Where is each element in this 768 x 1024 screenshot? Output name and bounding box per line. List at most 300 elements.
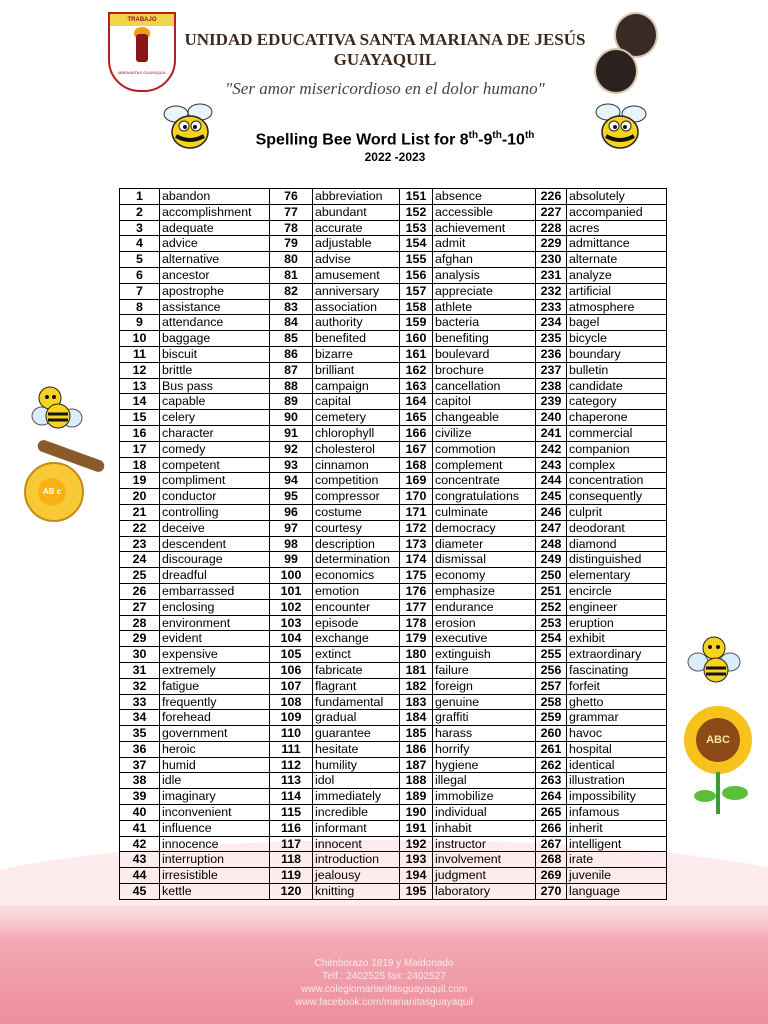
word-cell: comedy (160, 441, 270, 457)
word-number-cell: 226 (536, 189, 567, 205)
word-number-cell: 77 (270, 204, 313, 220)
word-cell: cholesterol (313, 441, 400, 457)
bee-icon (156, 100, 226, 156)
word-cell: absence (433, 189, 536, 205)
school-name-line1: UNIDAD EDUCATIVA SANTA MARIANA DE JESÚS (184, 30, 586, 49)
word-cell: atmosphere (567, 299, 667, 315)
word-number-cell: 240 (536, 410, 567, 426)
word-number-cell: 105 (270, 647, 313, 663)
word-cell: benefiting (433, 331, 536, 347)
word-number-cell: 233 (536, 299, 567, 315)
word-number-cell: 169 (400, 473, 433, 489)
word-number-cell: 179 (400, 631, 433, 647)
word-cell: bagel (567, 315, 667, 331)
word-number-cell: 33 (120, 694, 160, 710)
word-number-cell: 82 (270, 283, 313, 299)
word-number-cell: 84 (270, 315, 313, 331)
word-number-cell: 246 (536, 504, 567, 520)
word-number-cell: 177 (400, 599, 433, 615)
word-cell: immobilize (433, 789, 536, 805)
word-number-cell: 22 (120, 520, 160, 536)
seal-top-text: TRABAJO (110, 14, 174, 26)
word-cell: laboratory (433, 884, 536, 900)
word-cell: amusement (313, 267, 400, 283)
table-row (120, 520, 667, 536)
table-row (120, 552, 667, 568)
table-row (120, 599, 667, 615)
word-number-cell: 237 (536, 362, 567, 378)
word-cell: association (313, 299, 400, 315)
word-number-cell: 26 (120, 583, 160, 599)
word-cell: irate (567, 852, 667, 868)
table-row (120, 204, 667, 220)
word-cell: cemetery (313, 410, 400, 426)
word-cell: embarrassed (160, 583, 270, 599)
word-cell: biscuit (160, 346, 270, 362)
word-number-cell: 91 (270, 425, 313, 441)
word-cell: chlorophyll (313, 425, 400, 441)
word-number-cell: 153 (400, 220, 433, 236)
word-cell: economics (313, 568, 400, 584)
word-number-cell: 167 (400, 441, 433, 457)
word-cell: congratulations (433, 489, 536, 505)
word-cell: afghan (433, 252, 536, 268)
word-cell: attendance (160, 315, 270, 331)
word-number-cell: 164 (400, 394, 433, 410)
word-cell: capital (313, 394, 400, 410)
word-number-cell: 27 (120, 599, 160, 615)
word-cell: authority (313, 315, 400, 331)
word-number-cell: 30 (120, 647, 160, 663)
word-number-cell: 262 (536, 757, 567, 773)
word-number-cell: 112 (270, 757, 313, 773)
word-cell: acres (567, 220, 667, 236)
word-cell: idol (313, 773, 400, 789)
bee-icon (28, 378, 84, 434)
table-row (120, 710, 667, 726)
word-cell: fabricate (313, 662, 400, 678)
word-cell: celery (160, 410, 270, 426)
word-cell: compressor (313, 489, 400, 505)
word-cell: athlete (433, 299, 536, 315)
word-number-cell: 14 (120, 394, 160, 410)
table-row (120, 299, 667, 315)
word-cell: distinguished (567, 552, 667, 568)
table-row (120, 647, 667, 663)
word-cell: grammar (567, 710, 667, 726)
word-number-cell: 260 (536, 726, 567, 742)
word-cell: fundamental (313, 694, 400, 710)
word-cell: admittance (567, 236, 667, 252)
word-number-cell: 115 (270, 805, 313, 821)
word-cell: frequently (160, 694, 270, 710)
word-number-cell: 159 (400, 315, 433, 331)
document-title: Spelling Bee Word List for 8th-9th-10th (255, 130, 535, 149)
word-number-cell: 96 (270, 504, 313, 520)
word-number-cell: 231 (536, 267, 567, 283)
table-row (120, 805, 667, 821)
word-cell: hesitate (313, 741, 400, 757)
word-number-cell: 248 (536, 536, 567, 552)
word-cell: apostrophe (160, 283, 270, 299)
word-cell: gradual (313, 710, 400, 726)
table-row (120, 457, 667, 473)
table-row (120, 252, 667, 268)
table-row (120, 726, 667, 742)
word-cell: boulevard (433, 346, 536, 362)
word-number-cell: 13 (120, 378, 160, 394)
word-number-cell: 268 (536, 852, 567, 868)
word-cell: economy (433, 568, 536, 584)
word-cell: artificial (567, 283, 667, 299)
word-number-cell: 81 (270, 267, 313, 283)
word-cell: concentrate (433, 473, 536, 489)
table-row (120, 789, 667, 805)
word-cell: irresistible (160, 868, 270, 884)
word-number-cell: 239 (536, 394, 567, 410)
word-number-cell: 261 (536, 741, 567, 757)
word-number-cell: 15 (120, 410, 160, 426)
word-cell: chaperone (567, 410, 667, 426)
school-name-line2: GUAYAQUIL (333, 50, 437, 69)
footer-phone: Telf.: 2402525 fax: 2402527 (322, 971, 446, 982)
word-number-cell: 249 (536, 552, 567, 568)
word-cell: extraordinary (567, 647, 667, 663)
word-number-cell: 20 (120, 489, 160, 505)
word-cell: identical (567, 757, 667, 773)
word-cell: descendent (160, 536, 270, 552)
word-cell: foreign (433, 678, 536, 694)
word-number-cell: 242 (536, 441, 567, 457)
word-cell: inherit (567, 820, 667, 836)
word-cell: episode (313, 615, 400, 631)
word-number-cell: 103 (270, 615, 313, 631)
word-cell: ghetto (567, 694, 667, 710)
word-cell: incredible (313, 805, 400, 821)
word-cell: character (160, 425, 270, 441)
word-cell: hospital (567, 741, 667, 757)
word-number-cell: 181 (400, 662, 433, 678)
word-cell: innocent (313, 836, 400, 852)
word-number-cell: 182 (400, 678, 433, 694)
word-cell: cinnamon (313, 457, 400, 473)
word-cell: encounter (313, 599, 400, 615)
word-cell: cancellation (433, 378, 536, 394)
word-cell: jealousy (313, 868, 400, 884)
word-cell: concentration (567, 473, 667, 489)
word-number-cell: 165 (400, 410, 433, 426)
word-number-cell: 185 (400, 726, 433, 742)
word-cell: advise (313, 252, 400, 268)
word-cell: evident (160, 631, 270, 647)
word-number-cell: 256 (536, 662, 567, 678)
word-cell: discourage (160, 552, 270, 568)
word-number-cell: 152 (400, 204, 433, 220)
sunflower-image (680, 706, 756, 816)
word-cell: diameter (433, 536, 536, 552)
word-cell: costume (313, 504, 400, 520)
word-number-cell: 39 (120, 789, 160, 805)
word-cell: intelligent (567, 836, 667, 852)
word-cell: interruption (160, 852, 270, 868)
word-cell: emphasize (433, 583, 536, 599)
word-number-cell: 98 (270, 536, 313, 552)
table-row (120, 757, 667, 773)
word-cell: brilliant (313, 362, 400, 378)
word-number-cell: 43 (120, 852, 160, 868)
word-number-cell: 238 (536, 378, 567, 394)
word-cell: failure (433, 662, 536, 678)
word-cell: controlling (160, 504, 270, 520)
word-number-cell: 38 (120, 773, 160, 789)
word-cell: hygiene (433, 757, 536, 773)
word-number-cell: 245 (536, 489, 567, 505)
word-cell: involvement (433, 852, 536, 868)
word-number-cell: 42 (120, 836, 160, 852)
word-number-cell: 17 (120, 441, 160, 457)
seal-bottom-text: MARIANITAS GUAYAQUIL (117, 70, 166, 75)
word-number-cell: 266 (536, 820, 567, 836)
word-number-cell: 97 (270, 520, 313, 536)
word-cell: government (160, 726, 270, 742)
word-cell: accurate (313, 220, 400, 236)
word-cell: innocence (160, 836, 270, 852)
word-number-cell: 114 (270, 789, 313, 805)
word-cell: idle (160, 773, 270, 789)
word-cell: bacteria (433, 315, 536, 331)
table-row (120, 425, 667, 441)
word-number-cell: 264 (536, 789, 567, 805)
word-number-cell: 190 (400, 805, 433, 821)
word-cell: assistance (160, 299, 270, 315)
word-cell: immediately (313, 789, 400, 805)
word-number-cell: 106 (270, 662, 313, 678)
word-cell: brittle (160, 362, 270, 378)
word-cell: adequate (160, 220, 270, 236)
word-cell: eruption (567, 615, 667, 631)
word-cell: extinguish (433, 647, 536, 663)
word-number-cell: 183 (400, 694, 433, 710)
word-number-cell: 24 (120, 552, 160, 568)
word-cell: brochure (433, 362, 536, 378)
word-number-cell: 92 (270, 441, 313, 457)
word-cell: anniversary (313, 283, 400, 299)
word-number-cell: 85 (270, 331, 313, 347)
table-row (120, 773, 667, 789)
word-cell: alternate (567, 252, 667, 268)
word-number-cell: 172 (400, 520, 433, 536)
word-cell: description (313, 536, 400, 552)
footer-facebook: www.facebook.com/marianitasguayaquil (295, 997, 473, 1008)
word-cell: enclosing (160, 599, 270, 615)
word-number-cell: 191 (400, 820, 433, 836)
honey-pot-label: AB c (38, 478, 66, 506)
word-number-cell: 34 (120, 710, 160, 726)
word-number-cell: 175 (400, 568, 433, 584)
word-list-table (119, 188, 667, 900)
table-row (120, 189, 667, 205)
word-cell: knitting (313, 884, 400, 900)
word-number-cell: 8 (120, 299, 160, 315)
word-number-cell: 259 (536, 710, 567, 726)
word-number-cell: 157 (400, 283, 433, 299)
word-number-cell: 178 (400, 615, 433, 631)
word-number-cell: 35 (120, 726, 160, 742)
word-number-cell: 104 (270, 631, 313, 647)
word-cell: forfeit (567, 678, 667, 694)
word-cell: influence (160, 820, 270, 836)
word-number-cell: 116 (270, 820, 313, 836)
word-cell: flagrant (313, 678, 400, 694)
word-cell: benefited (313, 331, 400, 347)
word-number-cell: 16 (120, 425, 160, 441)
word-cell: encircle (567, 583, 667, 599)
word-number-cell: 102 (270, 599, 313, 615)
word-cell: bizarre (313, 346, 400, 362)
table-row (120, 884, 667, 900)
word-number-cell: 113 (270, 773, 313, 789)
table-row (120, 536, 667, 552)
word-cell: commercial (567, 425, 667, 441)
word-number-cell: 186 (400, 741, 433, 757)
word-cell: culprit (567, 504, 667, 520)
table-row (120, 220, 667, 236)
table-row (120, 441, 667, 457)
word-cell: humility (313, 757, 400, 773)
word-cell: advice (160, 236, 270, 252)
word-number-cell: 267 (536, 836, 567, 852)
word-cell: accomplishment (160, 204, 270, 220)
table-row (120, 868, 667, 884)
word-cell: judgment (433, 868, 536, 884)
word-cell: changeable (433, 410, 536, 426)
word-number-cell: 19 (120, 473, 160, 489)
word-cell: conductor (160, 489, 270, 505)
word-cell: determination (313, 552, 400, 568)
word-number-cell: 254 (536, 631, 567, 647)
word-number-cell: 234 (536, 315, 567, 331)
word-cell: extremely (160, 662, 270, 678)
word-number-cell: 187 (400, 757, 433, 773)
word-cell: culminate (433, 504, 536, 520)
word-cell: expensive (160, 647, 270, 663)
table-row (120, 852, 667, 868)
word-number-cell: 247 (536, 520, 567, 536)
word-number-cell: 108 (270, 694, 313, 710)
word-number-cell: 236 (536, 346, 567, 362)
word-cell: democracy (433, 520, 536, 536)
word-cell: infamous (567, 805, 667, 821)
word-number-cell: 4 (120, 236, 160, 252)
word-number-cell: 173 (400, 536, 433, 552)
word-number-cell: 193 (400, 852, 433, 868)
word-number-cell: 250 (536, 568, 567, 584)
word-number-cell: 76 (270, 189, 313, 205)
word-number-cell: 241 (536, 425, 567, 441)
word-cell: impossibility (567, 789, 667, 805)
table-row (120, 378, 667, 394)
table-row (120, 662, 667, 678)
table-row (120, 820, 667, 836)
table-row (120, 236, 667, 252)
word-number-cell: 23 (120, 536, 160, 552)
word-number-cell: 118 (270, 852, 313, 868)
word-number-cell: 176 (400, 583, 433, 599)
word-number-cell: 229 (536, 236, 567, 252)
word-number-cell: 79 (270, 236, 313, 252)
word-number-cell: 228 (536, 220, 567, 236)
word-number-cell: 110 (270, 726, 313, 742)
word-cell: accompanied (567, 204, 667, 220)
word-cell: endurance (433, 599, 536, 615)
word-number-cell: 80 (270, 252, 313, 268)
word-number-cell: 265 (536, 805, 567, 821)
table-row (120, 836, 667, 852)
word-number-cell: 253 (536, 615, 567, 631)
word-number-cell: 95 (270, 489, 313, 505)
word-number-cell: 94 (270, 473, 313, 489)
word-number-cell: 270 (536, 884, 567, 900)
word-cell: abundant (313, 204, 400, 220)
word-cell: executive (433, 631, 536, 647)
table-row (120, 568, 667, 584)
word-cell: humid (160, 757, 270, 773)
table-row (120, 394, 667, 410)
word-cell: alternative (160, 252, 270, 268)
footer-address: Chimborazo 1819 y Maldonado (314, 958, 454, 969)
word-cell: baggage (160, 331, 270, 347)
word-cell: complex (567, 457, 667, 473)
word-number-cell: 184 (400, 710, 433, 726)
word-cell: language (567, 884, 667, 900)
word-number-cell: 180 (400, 647, 433, 663)
word-number-cell: 89 (270, 394, 313, 410)
word-number-cell: 195 (400, 884, 433, 900)
word-number-cell: 162 (400, 362, 433, 378)
word-number-cell: 3 (120, 220, 160, 236)
word-number-cell: 37 (120, 757, 160, 773)
table-row (120, 315, 667, 331)
table-row (120, 473, 667, 489)
word-number-cell: 194 (400, 868, 433, 884)
word-number-cell: 156 (400, 267, 433, 283)
word-cell: adjustable (313, 236, 400, 252)
word-cell: juvenile (567, 868, 667, 884)
footer-website: www.colegiomarianitasguayaquil.com (300, 984, 468, 995)
word-cell: kettle (160, 884, 270, 900)
table-row (120, 741, 667, 757)
word-number-cell: 41 (120, 820, 160, 836)
table-row (120, 678, 667, 694)
word-cell: campaign (313, 378, 400, 394)
word-number-cell: 251 (536, 583, 567, 599)
word-cell: capitol (433, 394, 536, 410)
word-cell: companion (567, 441, 667, 457)
word-cell: absolutely (567, 189, 667, 205)
word-number-cell: 230 (536, 252, 567, 268)
word-number-cell: 88 (270, 378, 313, 394)
word-number-cell: 44 (120, 868, 160, 884)
word-number-cell: 2 (120, 204, 160, 220)
word-number-cell: 7 (120, 283, 160, 299)
word-cell: competent (160, 457, 270, 473)
word-cell: civilize (433, 425, 536, 441)
table-row (120, 615, 667, 631)
word-number-cell: 258 (536, 694, 567, 710)
word-number-cell: 161 (400, 346, 433, 362)
word-cell: forehead (160, 710, 270, 726)
table-row (120, 583, 667, 599)
